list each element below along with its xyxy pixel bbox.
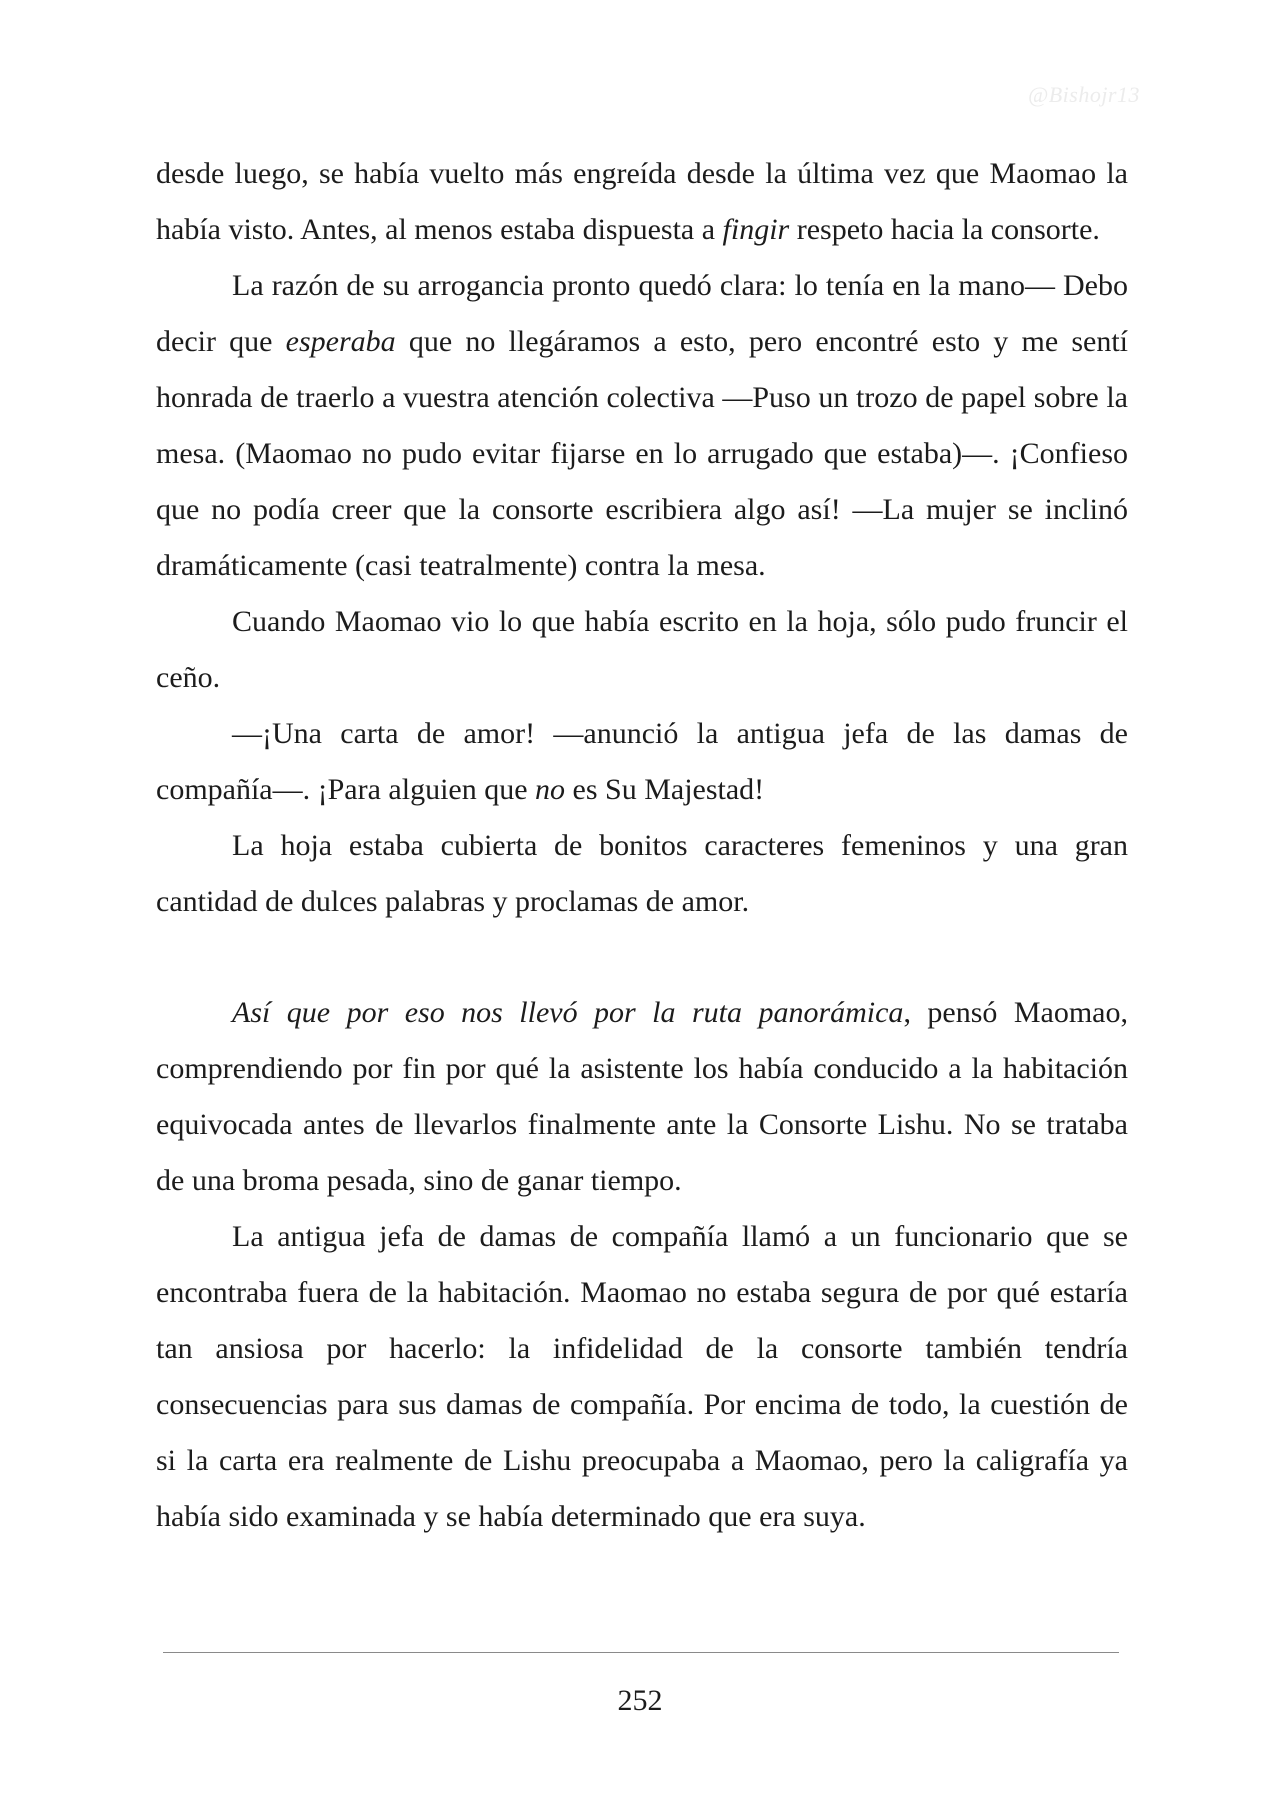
scene-break: [156, 930, 1128, 985]
page-number: 252: [617, 1684, 663, 1717]
italic-text: no: [535, 773, 566, 806]
text-run: —¡Una carta de amor! —anunció la antigua jefa de las damas de compañía—. ¡Para alguien que: [156, 717, 1128, 806]
text-run: La razón de su arrogancia pronto quedó clara: lo tenía en la mano— Debo decir que: [156, 269, 1128, 358]
text-run: La hoja estaba cubierta de bonitos caracteres femeninos y una gran cantidad de dulces palabras y proclamas de amor.: [156, 829, 1128, 918]
paragraph: [156, 594, 1128, 706]
footer-rule: [163, 1652, 1119, 1653]
text-run: desde luego, se había vuelto más engreída desde la última vez que Maomao la había visto. Antes, al menos estaba dispuesta a: [156, 157, 1128, 246]
italic-text: fingir: [722, 213, 790, 246]
text-run: respeto hacia la consorte.: [789, 213, 1100, 246]
paragraph: [156, 258, 1128, 594]
paragraph: [156, 146, 1128, 258]
italic-text: Así que por eso nos llevó por la ruta panorámica: [232, 996, 904, 1029]
text-run: La antigua jefa de damas de compañía llamó a un funcionario que se encontraba fuera de la habitación. Maomao no estaba segura de por qué estaría tan ansiosa por hacerlo: la infidelidad de la consorte también tendría consecuencias para sus damas de compañía. Por encima de todo, la cuestión de si la carta era realmente de Lishu preocupaba a Maomao, pero la caligrafía ya había sido examinada y se había determinado que era suya.: [156, 1220, 1128, 1533]
paragraph: [156, 706, 1128, 818]
text-run: , pensó Maomao, comprendiendo por fin por qué la asistente los había conducido a la habitación equivocada antes de llevarlos finalmente ante la Consorte Lishu. No se trataba de una broma pesada, sino de ganar tiempo.: [156, 996, 1128, 1197]
text-run: es Su Majestad!: [565, 773, 765, 806]
text-run: que no llegáramos a esto, pero encontré esto y me sentí honrada de traerlo a vuestra atención colectiva —Puso un trozo de papel sobre la mesa. (Maomao no pudo evitar fijarse en lo arrugado que estaba)—. ¡Confieso que no podía creer que la consorte escribiera algo así! —La mujer se inclinó dramáticamente (casi teatralmente) contra la mesa.: [156, 325, 1128, 582]
page-body: [156, 146, 1128, 1545]
paragraph: [156, 1209, 1128, 1545]
paragraph: [156, 985, 1128, 1209]
paragraph: [156, 818, 1128, 930]
watermark-text: @Bishojr13: [1027, 82, 1140, 107]
italic-text: esperaba: [285, 325, 396, 358]
text-run: Cuando Maomao vio lo que había escrito en la hoja, sólo pudo fruncir el ceño.: [156, 605, 1128, 694]
